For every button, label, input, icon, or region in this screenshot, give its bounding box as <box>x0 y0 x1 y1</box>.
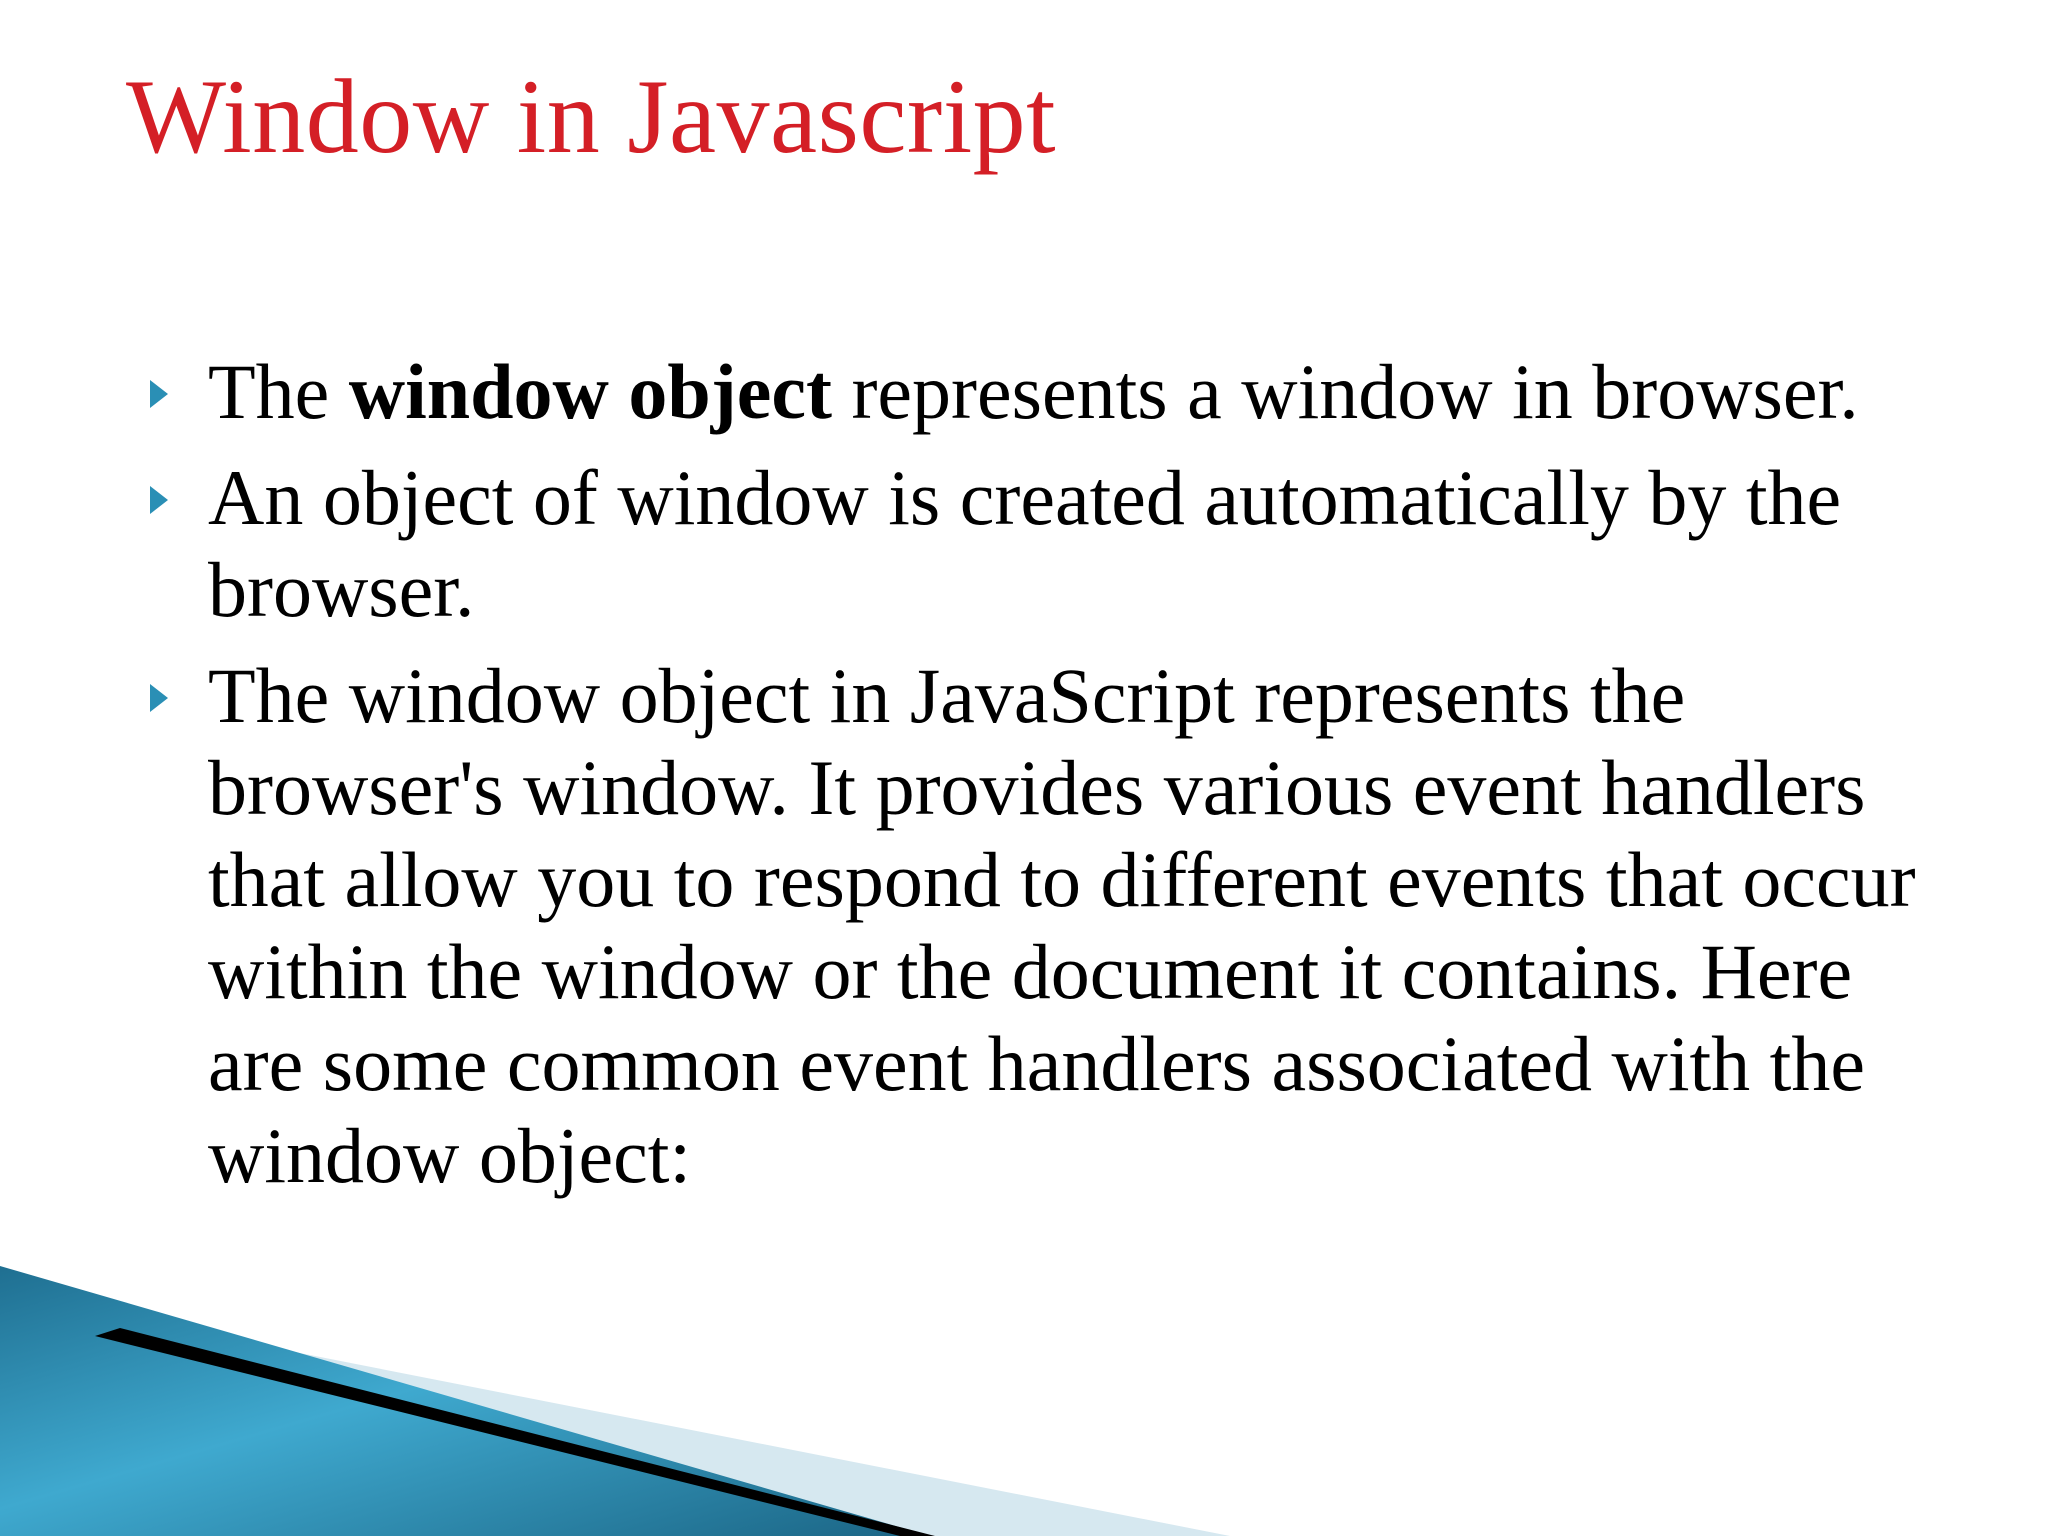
bullet-1-pre: The <box>208 348 349 435</box>
triangle-right-icon <box>150 380 168 408</box>
bullet-text-2: An object of window is created automatically by the browser. <box>208 454 1842 633</box>
corner-decoration-blue-wedge <box>0 1266 930 1536</box>
bullet-item-3 <box>150 650 1940 1202</box>
bullet-list <box>150 346 1940 1216</box>
bullet-1-post: represents a window in browser. <box>831 348 1859 435</box>
bullet-item-2 <box>150 452 1940 636</box>
slide-title: Window in Javascript <box>126 58 1057 175</box>
bullet-text-3: The window object in JavaScript represents the browser's window. It provides various event handlers that allow you to respond to different events that occur within the window or the document it contains. Here are some common event handlers associated with the window object: <box>208 652 1916 1199</box>
triangle-right-icon <box>150 486 168 514</box>
bullet-1-bold: window object <box>348 348 832 435</box>
triangle-right-icon <box>150 684 168 712</box>
bullet-text-1 <box>208 348 1859 435</box>
bullet-item-1 <box>150 346 1940 438</box>
corner-decoration <box>0 1266 2048 1536</box>
